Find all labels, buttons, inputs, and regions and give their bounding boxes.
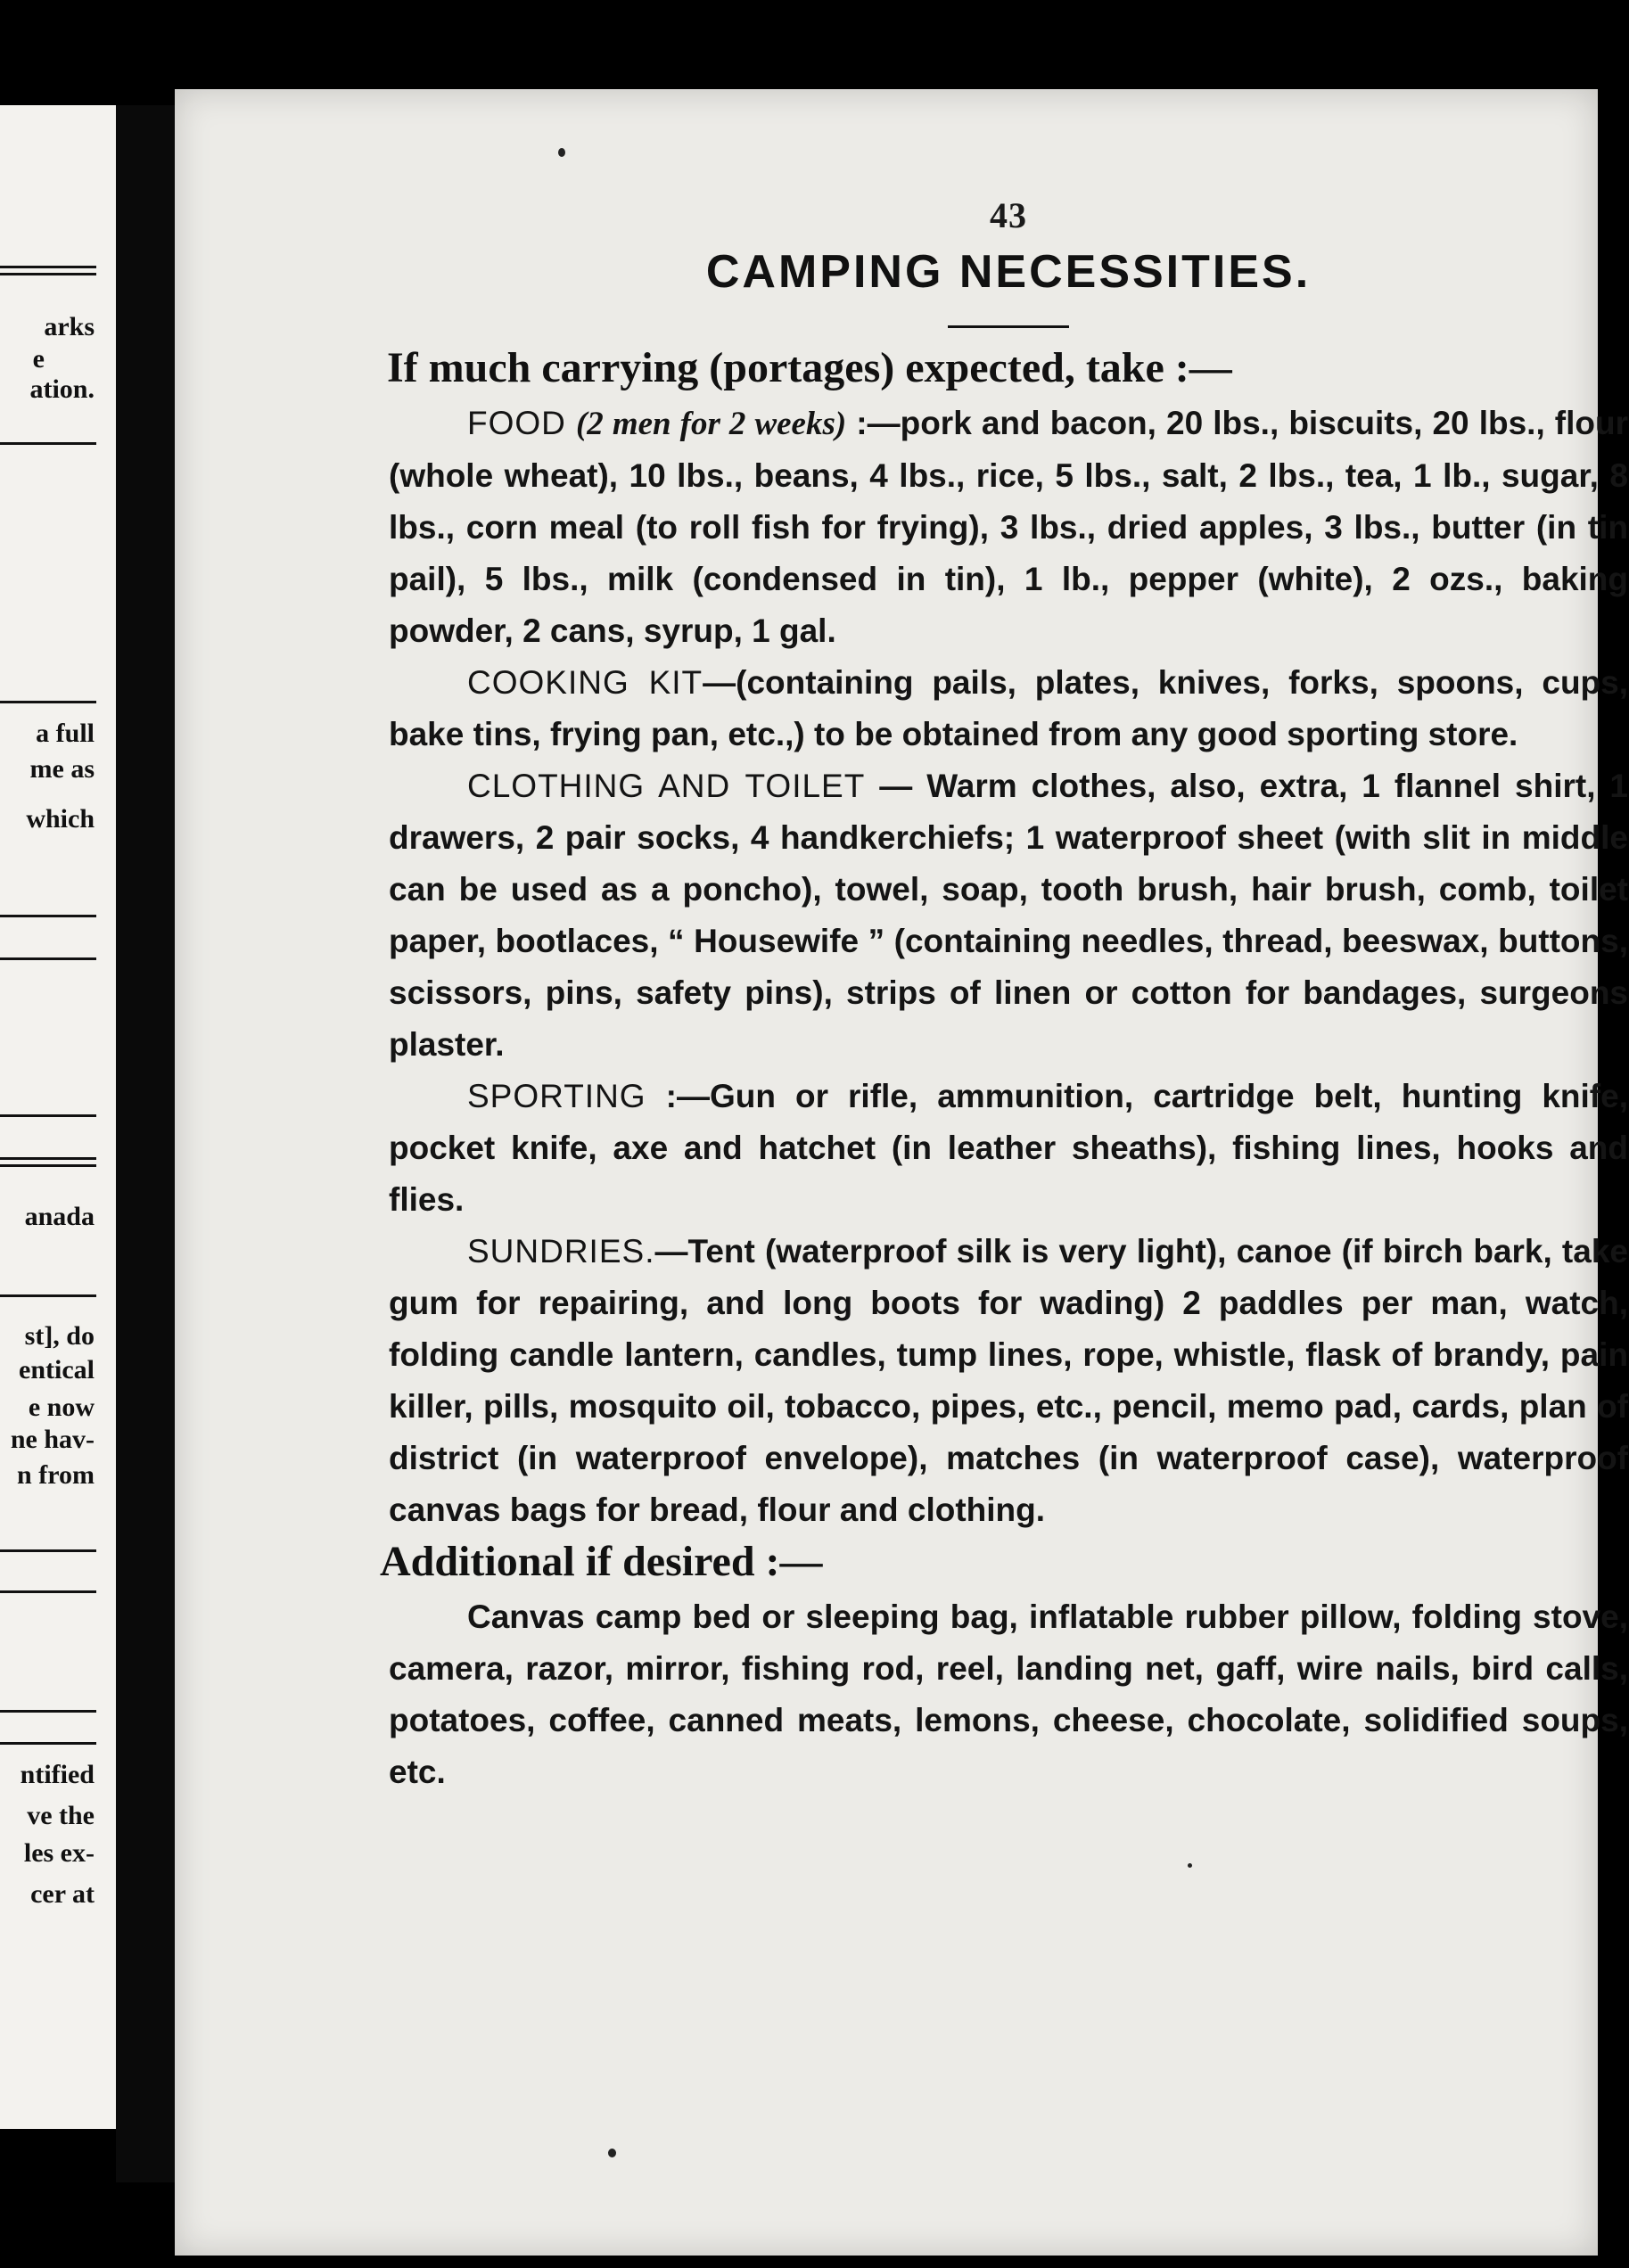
title-divider — [948, 325, 1069, 328]
paragraph-sundries — [389, 1226, 1628, 1536]
ink-speck — [558, 148, 565, 157]
previous-page-fragment — [0, 105, 116, 2129]
divider — [0, 957, 96, 960]
fragment-text: ntified — [20, 1760, 95, 1789]
book-gutter — [116, 105, 175, 2182]
paragraph-food — [389, 398, 1628, 657]
fragment-text: n from — [17, 1460, 95, 1490]
section-heading-portages: If much carrying (portages) expected, take :— — [387, 344, 1232, 391]
fragment-text: ation. — [29, 374, 95, 404]
paragraph-lead: FOOD — [467, 405, 566, 441]
paragraph-sporting — [389, 1071, 1628, 1226]
divider — [0, 1590, 96, 1593]
paragraph-italic-note: (2 men for 2 weeks) — [575, 406, 847, 442]
fragment-text: st], do — [24, 1321, 95, 1351]
fragment-text: e — [32, 344, 45, 374]
divider — [0, 1710, 96, 1713]
book-page — [175, 89, 1629, 2256]
fragment-text: a full — [36, 719, 95, 748]
fragment-text: ve the — [27, 1801, 95, 1830]
divider — [0, 1157, 96, 1167]
paragraph-lead: COOKING KIT — [467, 664, 703, 701]
paragraph-body: :—pork and bacon, 20 lbs., biscuits, 20 lbs., flour (whole wheat), 10 lbs., beans, 4 lbs., rice, 5 lbs., salt, 2 lbs., tea, 1 lb., sugar, 8 lbs., corn meal (to roll fish for frying), 3 lbs., dried apples, 3 lbs., butter (in tin pail), 5 lbs., milk (condensed in tin), 1 lb., pepper (white), 2 ozs., baking powder, 2 cans, syrup, 1 gal. — [389, 405, 1628, 649]
ink-speck — [608, 2149, 616, 2157]
paragraph-lead: CLOTHING AND TOILET — [467, 768, 866, 804]
fragment-text: les ex- — [23, 1838, 95, 1868]
divider — [0, 1549, 96, 1552]
page-number: 43 — [990, 195, 1027, 235]
fragment-text: entical — [19, 1355, 95, 1385]
paragraph-body: Canvas camp bed or sleeping bag, inflatable rubber pillow, folding stove, camera, razor, mirror, fishing rod, reel, landing net, gaff, wire nails, bird calls, potatoes, coffee, canned meats, lemons, cheese, chocolate, solidified soups, etc. — [389, 1598, 1628, 1790]
divider — [0, 266, 96, 275]
divider — [0, 1294, 96, 1297]
fragment-text: ne hav- — [10, 1425, 95, 1454]
paragraph-lead: SPORTING — [467, 1078, 646, 1114]
page-content — [380, 194, 1629, 1798]
ink-speck — [1188, 1863, 1192, 1868]
paragraph-lead: SUNDRIES. — [467, 1233, 655, 1270]
page-title: CAMPING NECESSITIES. — [705, 246, 1312, 298]
section-heading-additional: Additional if desired :— — [380, 1538, 823, 1585]
fragment-text: e now — [28, 1393, 95, 1422]
divider — [0, 1114, 96, 1117]
paragraph-body: :—Gun or rifle, ammunition, cartridge belt, hunting knife, pocket knife, axe and hatchet (in leather sheaths), fishing lines, hooks and flies. — [389, 1078, 1628, 1218]
paragraph-body: — Warm clothes, also, extra, 1 flannel shirt, 1 drawers, 2 pair socks, 4 handkerchiefs; 1 waterproof sheet (with slit in middle can be used as a poncho), towel, soap, tooth brush, hair brush, comb, toilet paper, bootlaces, “ Housewife ” (containing needles, thread, beeswax, buttons, scissors, pins, safety pins), strips of linen or cotton for bandages, surgeons plaster. — [389, 768, 1628, 1063]
divider — [0, 1742, 96, 1745]
fragment-text: which — [26, 804, 95, 834]
paragraph-additional — [389, 1591, 1628, 1798]
fragment-text: arks — [44, 312, 95, 341]
fragment-text: cer at — [30, 1879, 95, 1909]
fragment-text: anada — [24, 1202, 95, 1231]
paragraph-body: —(containing pails, plates, knives, forks, spoons, cups, bake tins, frying pan, etc.,) to be obtained from any good sporting store. — [389, 664, 1629, 752]
paragraph-clothing — [389, 760, 1628, 1071]
divider — [0, 442, 96, 445]
divider — [0, 701, 96, 703]
fragment-text: me as — [29, 754, 95, 784]
paragraph-cooking-kit — [389, 657, 1628, 760]
paragraph-body: —Tent (waterproof silk is very light), canoe (if birch bark, take gum for repairing, and long boots for wading) 2 paddles per man, watch, folding candle lantern, candles, tump lines, rope, whistle, flask of brandy, pain killer, pills, mosquito oil, tobacco, pipes, etc., pencil, memo pad, cards, plan of district (in waterproof envelope), matches (in waterproof case), waterproof canvas bags for bread, flour and clothing. — [389, 1233, 1628, 1528]
divider — [0, 915, 96, 917]
